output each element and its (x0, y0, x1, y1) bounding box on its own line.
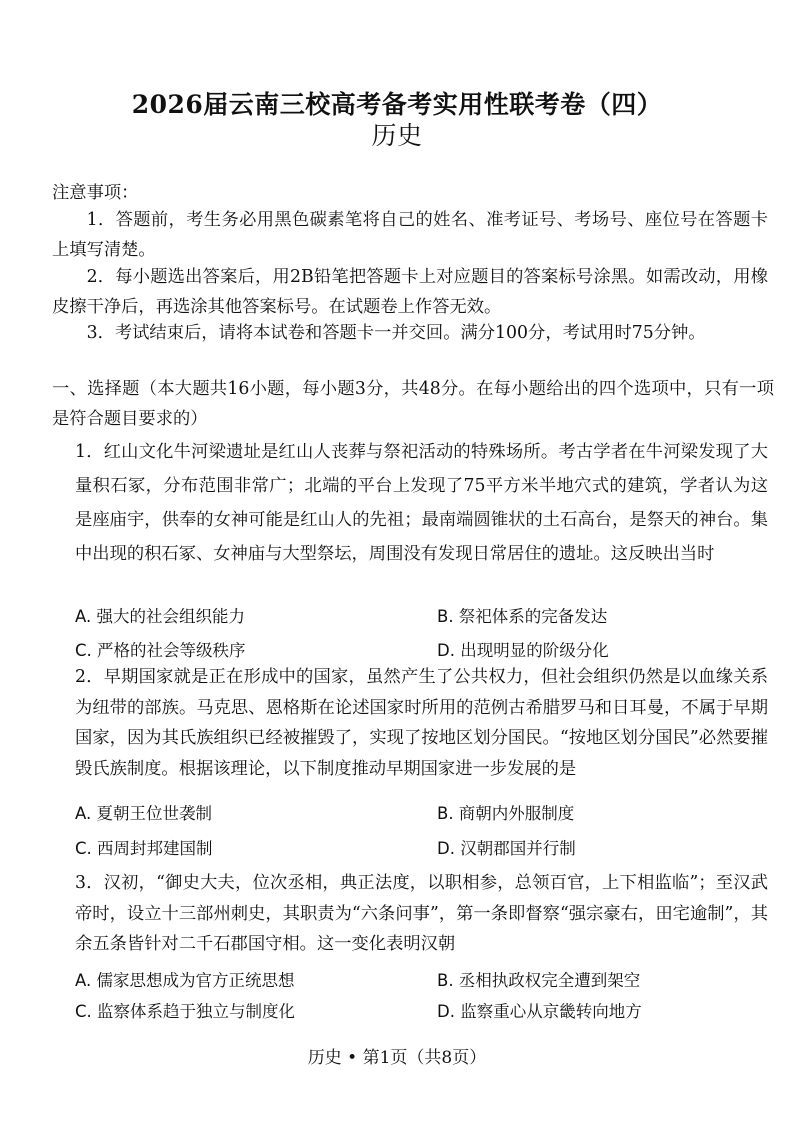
question-1-option-d[interactable]: D. 出现明显的阶级分化 (437, 641, 609, 660)
note-item-2: 2．每小题选出答案后，用2B铅笔把答题卡上对应题目的答案标号涂黑。如需改动，用橡皮擦干净后，再选涂其他答案标号。在试题卷上作答无效。 (52, 267, 768, 317)
question-2-option-d[interactable]: D. 汉朝郡国并行制 (437, 839, 576, 858)
question-2-option-c[interactable]: C. 西周封邦建国制 (75, 839, 213, 858)
question-1-option-b[interactable]: B. 祭祀体系的完备发达 (437, 607, 608, 626)
question-1-option-a[interactable]: A. 强大的社会组织能力 (75, 607, 245, 626)
question-2-option-a[interactable]: A. 夏朝王位世袭制 (75, 804, 212, 823)
question-3-stem: 3．汉初，“御史大夫，位次丞相，典正法度，以职相参，总领百官，上下相监临”；至汉武帝时，设立十三部州刺史，其职责为“六条问事”，第一条即督察“强宗豪右，田宅逾制”，其余五条皆针对二千石郡国守相。这一变化表明汉朝 (75, 873, 768, 954)
question-3-option-a[interactable]: A. 儒家思想成为官方正统思想 (75, 971, 295, 990)
question-1-stem: 1．红山文化牛河梁遗址是红山人丧葬与祭祀活动的特殊场所。考古学者在牛河梁发现了大量积石冢，分布范围非常广；北端的平台上发现了75平方米半地穴式的建筑，学者认为这是座庙宇，供奉的女神可能是红山人的先祖；最南端圆锥状的土石高台，是祭天的神台。集中出现的积石冢、女神庙与大型祭坛，周围没有发现日常居住的遗址。这反映出当时 (75, 442, 768, 564)
section-heading: 一、选择题（本大题共16小题，每小题3分，共48分。在每小题给出的四个选项中，只有一项是符合题目要求的） (52, 379, 774, 429)
question-1-option-c[interactable]: C. 严格的社会等级秩序 (75, 641, 246, 660)
note-item-3: 3．考试结束后，请将本试卷和答题卡一并交回。满分100分，考试用时75分钟。 (86, 323, 706, 343)
page-footer: 历史 • 第1页（共8页） (307, 1048, 487, 1068)
exam-title: 2026届云南三校高考备考实用性联考卷（四） (131, 90, 663, 119)
question-3-option-d[interactable]: D. 监察重心从京畿转向地方 (437, 1002, 642, 1021)
note-item-1: 1．答题前，考生务必用黑色碳素笔将自己的姓名、准考证号、考场号、座位号在答题卡上填写清楚。 (52, 210, 768, 260)
question-2-stem: 2．早期国家就是正在形成中的国家，虽然产生了公共权力，但社会组织仍然是以血缘关系为纽带的部族。马克思、恩格斯在论述国家时所用的范例古希腊罗马和日耳曼，不属于早期国家，因为其氏族组织已经被摧毁了，实现了按地区划分国民。“按地区划分国民”必然要摧毁氏族制度。根据该理论，以下制度推动早期国家进一步发展的是 (75, 667, 768, 779)
question-3-option-b[interactable]: B. 丞相执政权完全遭到架空 (437, 971, 641, 990)
subject-title: 历史 (371, 121, 423, 150)
question-2-option-b[interactable]: B. 商朝内外服制度 (437, 804, 575, 823)
question-3-option-c[interactable]: C. 监察体系趋于独立与制度化 (75, 1002, 296, 1021)
notes-heading: 注意事项： (52, 183, 139, 203)
